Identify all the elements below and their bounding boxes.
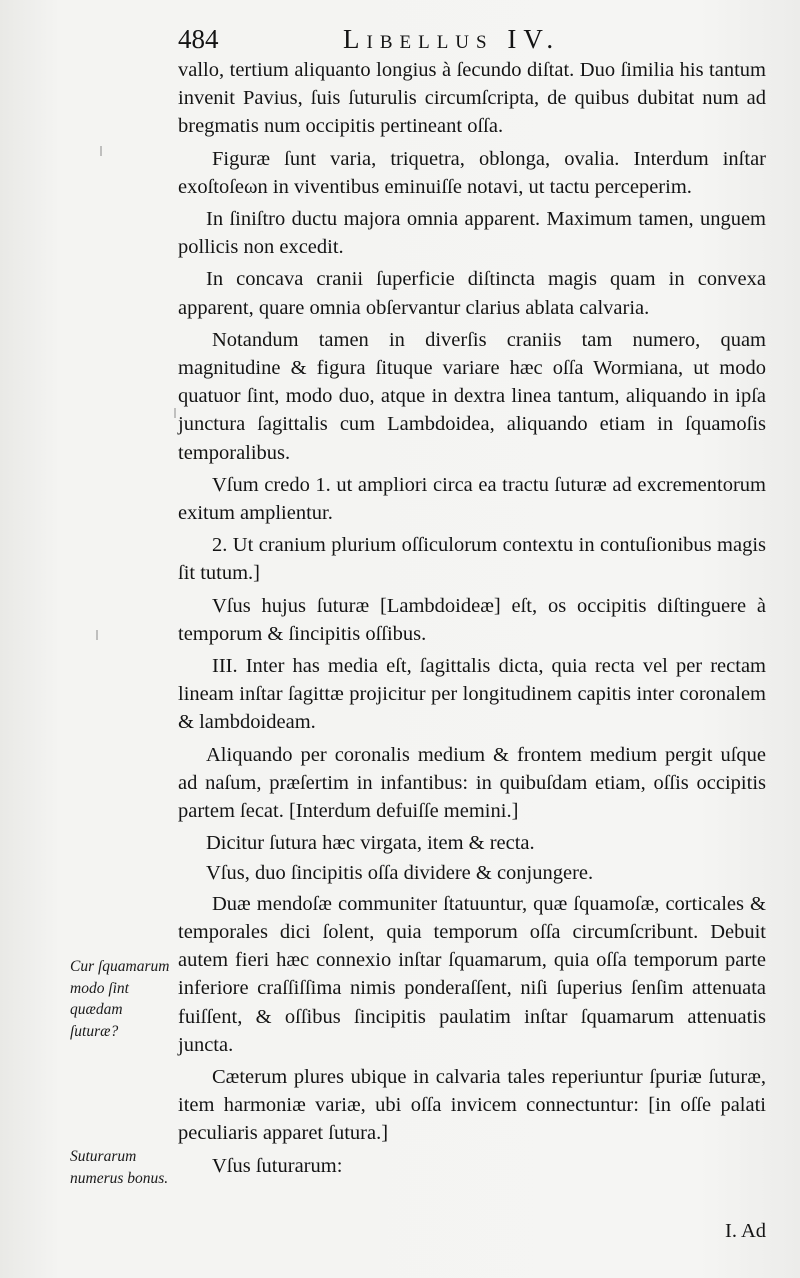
paragraph-9: III. Inter has media eſt, ſagittalis dicta, quia recta vel per rectam lineam inſtar ſagittæ projicitur per longitudinem capitis inter coronalem & lambdoideam. [178, 655, 766, 734]
paragraph-7: 2. Ut cranium plurium oſſiculorum contextu in contuſionibus magis ſit tutum.] [178, 534, 766, 585]
ink-speck [96, 630, 98, 640]
ink-speck [100, 146, 102, 156]
paragraph-4: In concava cranii ſuperficie diſtincta magis quam in convexa apparent, quare omnia obſervantur clarius ablata calvaria. [178, 268, 766, 319]
paragraph-12: Vſus, duo ſincipitis oſſa dividere & conjungere. [206, 862, 594, 885]
paragraph-10: Aliquando per coronalis medium & frontem medium pergit uſque ad naſum, præſertim in infantibus: in quibuſdam etiam, oſſis occipitis partem ſecat. [Interdum defuiſſe memini.] [178, 743, 766, 823]
paragraph-1: vallo, tertium aliquanto longius à ſecundo diſtat. Duo ſimilia his tantum invenit Pavius, ſuis ſuturulis circumſcripta, de quibus dubitat num ad bregmatis num occipitis pertineant oſſa. [178, 59, 766, 138]
page-header [178, 22, 598, 56]
margin-note-suturarum: Suturarum numerus bonus. [70, 1148, 169, 1187]
paragraph-3: In ſiniſtro ductu majora omnia apparent. Maximum tamen, unguem pollicis non excedit. [178, 208, 766, 259]
paragraph-8: Vſus hujus ſuturæ [Lambdoideæ] eſt, os occipitis diſtinguere à temporum & ſincipitis oſſibus. [178, 594, 766, 645]
paragraph-14: Cæterum plures ubique in calvaria tales reperiuntur ſpuriæ ſuturæ, item harmoniæ variæ, ubi oſſa invicem connectuntur: [in oſſe palati peculiaris apparet ſutura.] [178, 1065, 766, 1145]
margin-note-squamae: Cur ſquamarum modo ſint quædam ſuturæ? [70, 958, 170, 1040]
main-text [178, 56, 766, 1184]
paragraph-13: Duæ mendoſæ communiter ſtatuuntur, quæ ſquamoſæ, corticales & temporales dici ſolent, quia temporum oſſa circumſcribunt. Debuit autem fieri hæc connexio inſtar ſquamarum, quia oſſa temporum parte inferiore craſſiſſima nimis ponderaſſent, niſi ſuperius ſenſim attenuata fuiſſent, & oſſibus ſincipitis paulatim inſtar ſquamarum attenuatis juncta. [178, 892, 766, 1056]
page-number: 484 [178, 24, 219, 54]
paragraph-5: Notandum tamen in diverſis craniis tam numero, quam magnitudine & figura ſituque variare hæc oſſa Wormiana, ut modo quatuor ſint, modo duo, atque in dextra linea tantum, aliquando in ipſa junctura ſagittalis cum Lambdoidea, aliquando etiam in ſquamoſis temporalibus. [178, 328, 766, 464]
catchword: I. Ad [725, 1220, 766, 1242]
ink-speck [174, 408, 176, 418]
paragraph-2: Figuræ ſunt varia, triquetra, oblonga, ovalia. Interdum inſtar exoſtoſeωn in viventibus eminuiſſe notavi, ut tactu perceperim. [178, 147, 766, 198]
running-title: Libellus IV. [343, 24, 561, 54]
paragraph-6: Vſum credo 1. ut ampliori circa ea tractu ſuturæ ad excrementorum exitum amplientur. [178, 473, 766, 525]
paragraph-11: Dicitur ſutura hæc virgata, item & recta. [206, 832, 535, 855]
paragraph-15: Vſus ſuturarum: [212, 1154, 343, 1177]
